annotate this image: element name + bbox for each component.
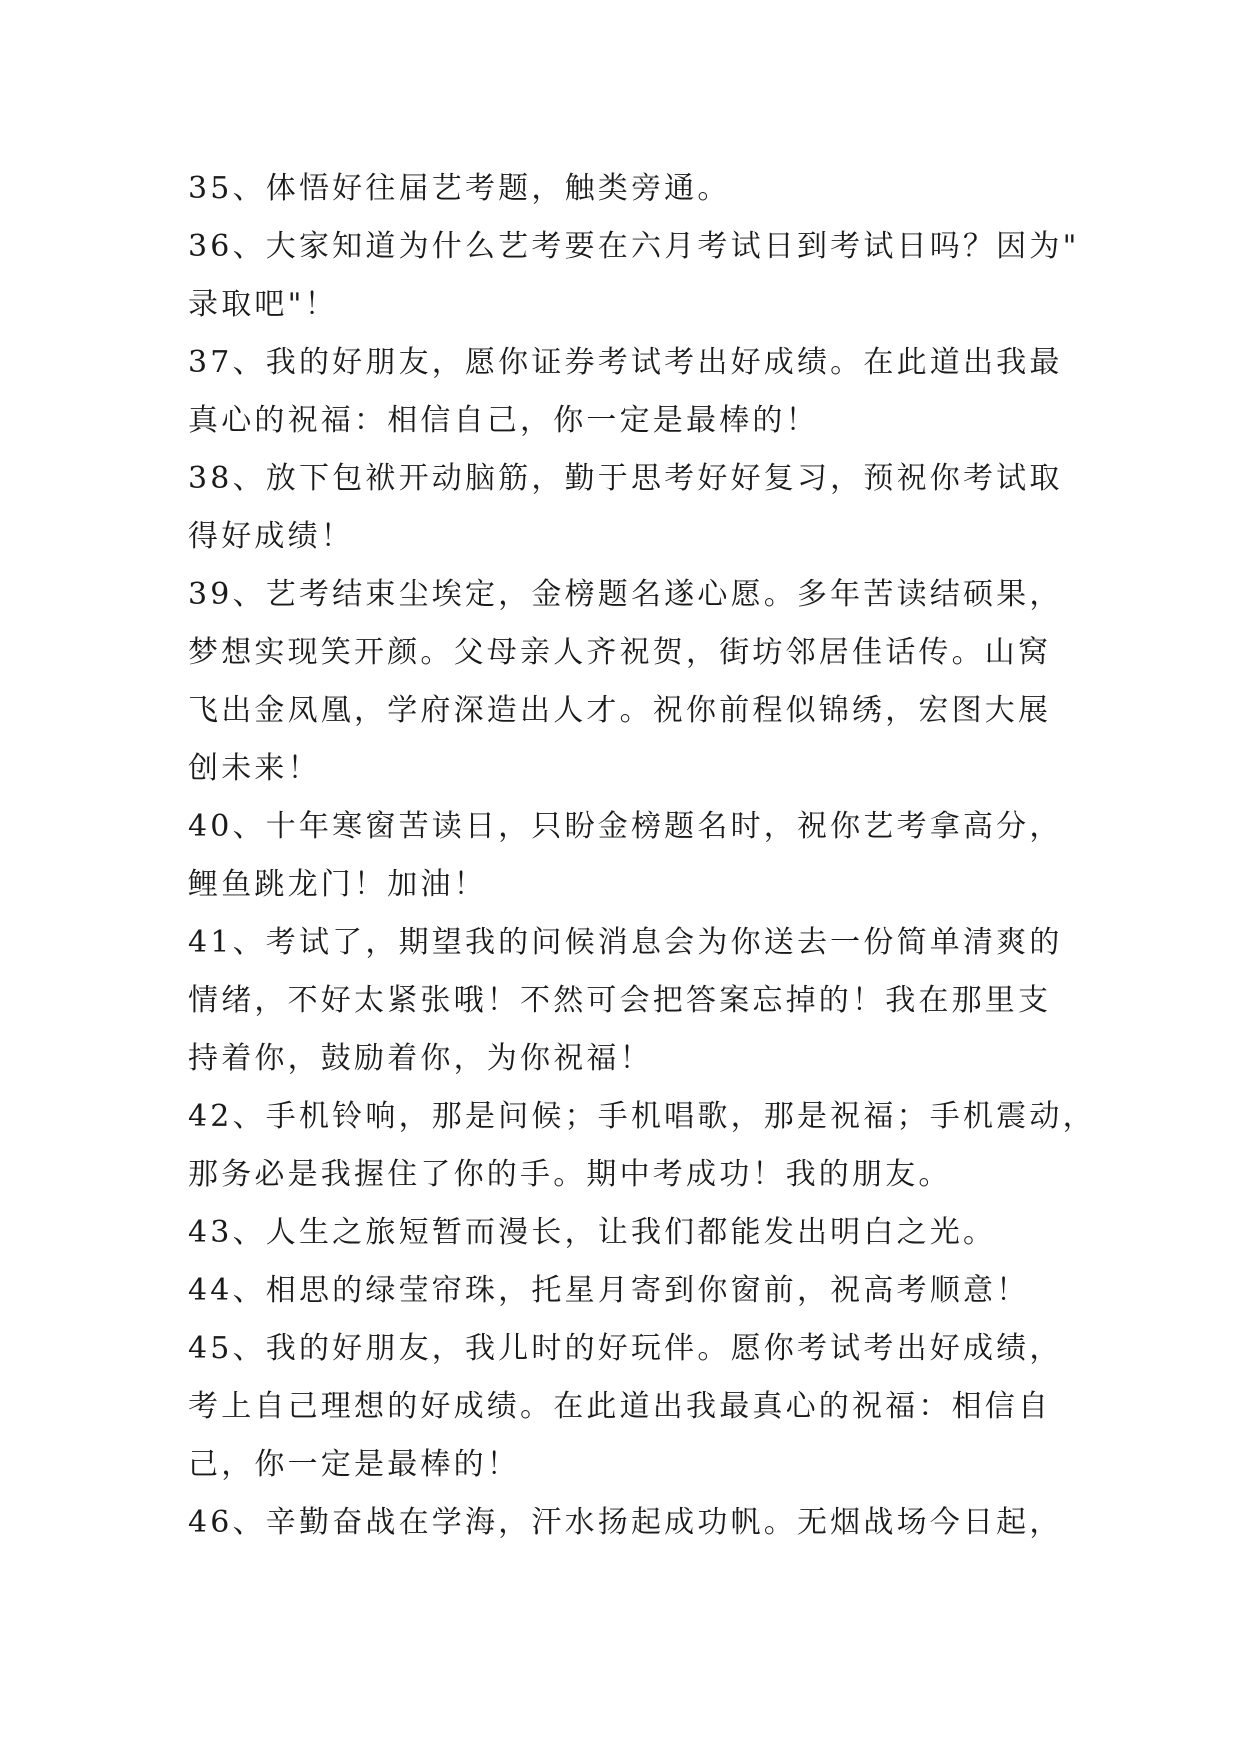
text-line: 45、我的好朋友，我儿时的好玩伴。愿你考试考出好成绩， [188,1331,1063,1366]
text-line: 38、放下包袱开动脑筋，勤于思考好好复习，预祝你考试取 [188,461,1063,496]
text-line: 录取吧"！ [188,287,338,322]
text-line: 36、大家知道为什么艺考要在六月考试日到考试日吗？因为" [188,229,1080,264]
text-line: 37、我的好朋友，愿你证券考试考出好成绩。在此道出我最 [188,345,1063,380]
text-line: 41、考试了，期望我的问候消息会为你送去一份简单清爽的 [188,925,1063,960]
document-body [188,160,1096,1552]
text-line: 43、人生之旅短暂而漫长，让我们都能发出明白之光。 [188,1215,997,1250]
text-line: 持着你，鼓励着你，为你祝福！ [188,1041,653,1076]
text-line: 鲤鱼跳龙门！加油！ [188,867,487,902]
text-line: 那务必是我握住了你的手。期中考成功！我的朋友。 [188,1157,952,1192]
text-line: 40、十年寒窗苦读日，只盼金榜题名时，祝你艺考拿高分， [188,809,1063,844]
text-line: 情绪，不好太紧张哦！不然可会把答案忘掉的！我在那里支 [188,983,1052,1018]
text-line: 创未来！ [188,751,321,786]
text-line: 己，你一定是最棒的！ [188,1447,520,1482]
text-line: 44、相思的绿莹帘珠，托星月寄到你窗前，祝高考顺意！ [188,1273,1030,1308]
text-line: 考上自己理想的好成绩。在此道出我最真心的祝福：相信自 [188,1389,1052,1424]
text-line: 得好成绩！ [188,519,354,554]
text-line: 35、体悟好往届艺考题，触类旁通。 [188,171,731,206]
text-line: 飞出金凤凰，学府深造出人才。祝你前程似锦绣，宏图大展 [188,693,1052,728]
text-line: 梦想实现笑开颜。父母亲人齐祝贺，街坊邻居佳话传。山窝 [188,635,1052,670]
text-line: 46、辛勤奋战在学海，汗水扬起成功帆。无烟战场今日起， [188,1505,1063,1540]
text-line: 39、艺考结束尘埃定，金榜题名遂心愿。多年苦读结硕果， [188,577,1063,612]
text-line: 42、手机铃响，那是问候；手机唱歌，那是祝福；手机震动， [188,1099,1096,1134]
text-line: 真心的祝福：相信自己，你一定是最棒的！ [188,403,819,438]
